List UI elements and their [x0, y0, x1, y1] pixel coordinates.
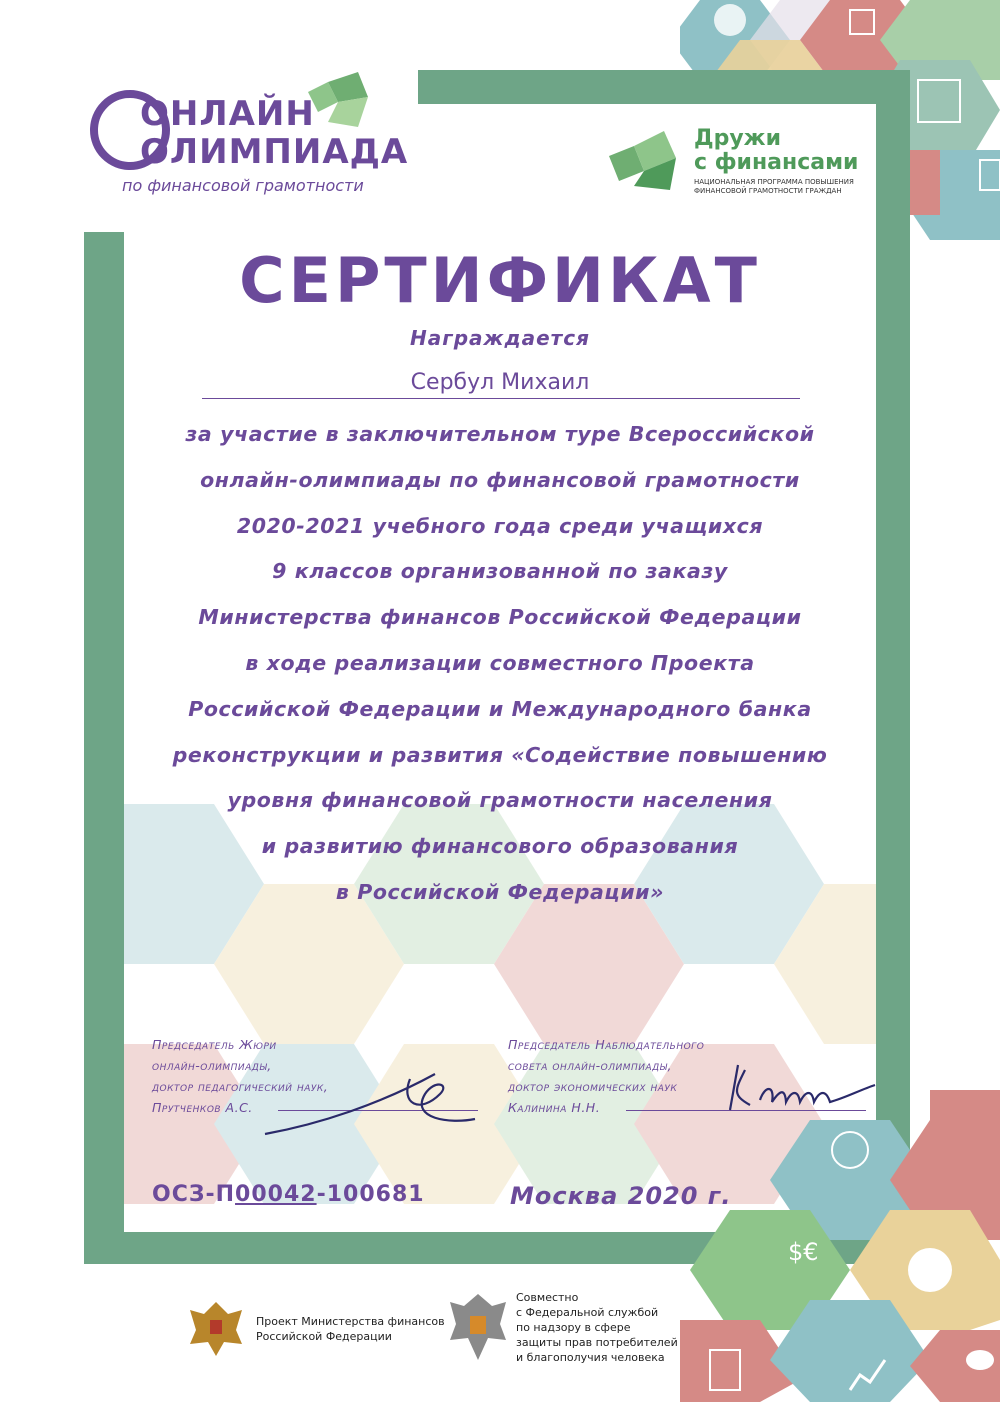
certificate-number-underlined: 00042: [235, 1182, 317, 1207]
left-signature-line: онлайн-олимпиады,: [152, 1058, 272, 1073]
body-line: уровня финансовой грамотности населения: [227, 788, 773, 813]
recipient-underline: [202, 398, 800, 399]
olympiad-logo-subtitle: по финансовой грамотности: [122, 176, 364, 195]
right-signature-line: Председатель Наблюдательного: [508, 1037, 705, 1052]
partner-caption-line2: ФИНАНСОВОЙ ГРАМОТНОСТИ ГРАЖДАН: [694, 187, 842, 195]
frame-top-bar: [418, 70, 910, 104]
recipient-name: Сербул Михаил: [410, 370, 590, 395]
olympiad-logo: [86, 86, 426, 206]
bottom-right-tiles: [680, 1090, 1000, 1402]
footer-right-line: Совместно: [516, 1291, 579, 1304]
rospotrebnadzor-emblem-icon: [446, 1290, 510, 1364]
certificate-number-suffix: -100681: [316, 1182, 425, 1207]
body-line: Министерства финансов Российской Федерации: [198, 605, 802, 630]
left-signature-line: Председатель Жюри: [152, 1037, 277, 1052]
partner-caption-line1: НАЦИОНАЛЬНАЯ ПРОГРАММА ПОВЫШЕНИЯ: [694, 178, 854, 186]
body-line: онлайн-олимпиады по финансовой грамотности: [200, 467, 800, 492]
footer-left-text: [256, 1314, 445, 1344]
body-line: 9 классов организованной по заказу: [272, 559, 728, 584]
partner-title-line2: с финансами: [694, 150, 859, 175]
left-signature-line: доктор педагогический наук,: [152, 1079, 329, 1094]
right-signature-line: совета онлайн-олимпиады,: [508, 1058, 673, 1073]
footer-left-line: Российской Федерации: [256, 1330, 392, 1343]
right-signature-block: [508, 1034, 704, 1118]
certificate-number-prefix: ОСЗ-П: [152, 1182, 236, 1207]
olympiad-logo-line2: ОЛИМПИАДА: [140, 132, 409, 172]
dollar-euro-icon: $€: [788, 1238, 819, 1266]
body-line: Российской Федерации и Международного банка: [188, 696, 812, 721]
footer-right-text: [516, 1290, 678, 1365]
footer-right-line: защиты прав потребителей: [516, 1336, 678, 1349]
olympiad-logo-line1: ОНЛАЙН: [140, 94, 315, 134]
pie-chart-icon: [908, 1248, 952, 1292]
body-line: за участие в заключительном туре Всероссийской: [185, 422, 815, 446]
left-handwritten-signature: [260, 1064, 480, 1144]
partner-logo: [604, 124, 864, 204]
left-signature-line: Прутченков А.С.: [152, 1100, 253, 1115]
footer-right-line: с Федеральной службой: [516, 1306, 659, 1319]
body-line: и развитию финансового образования: [261, 834, 739, 859]
body-line: 2020-2021 учебного года среди учащихся: [236, 513, 764, 538]
body-line: в Российской Федерации»: [335, 879, 665, 904]
footer-right-line: по надзору в сфере: [516, 1321, 631, 1334]
certificate-title: СЕРТИФИКАТ: [239, 244, 761, 317]
partner-dog-icon: [604, 126, 684, 192]
certificate-number: [152, 1182, 425, 1207]
city-year: Москва 2020 г.: [510, 1182, 732, 1210]
piggy-bank-icon: [966, 1350, 994, 1370]
awarded-label: Награждается: [410, 326, 590, 350]
body-line: реконструкции и развития «Содействие повышению: [172, 742, 828, 767]
footer-right-line: и благополучия человека: [516, 1351, 665, 1364]
certificate-body: [130, 412, 870, 916]
right-signature-line: Калинина Н.Н.: [508, 1100, 601, 1115]
minfin-emblem-icon: [184, 1296, 248, 1360]
body-line: в ходе реализации совместного Проекта: [245, 650, 755, 675]
footer-left-line: Проект Министерства финансов: [256, 1315, 445, 1328]
coins-icon: [714, 4, 746, 36]
partner-title-line1: Дружи: [694, 126, 781, 151]
right-signature-line: доктор экономических наук: [508, 1079, 678, 1094]
